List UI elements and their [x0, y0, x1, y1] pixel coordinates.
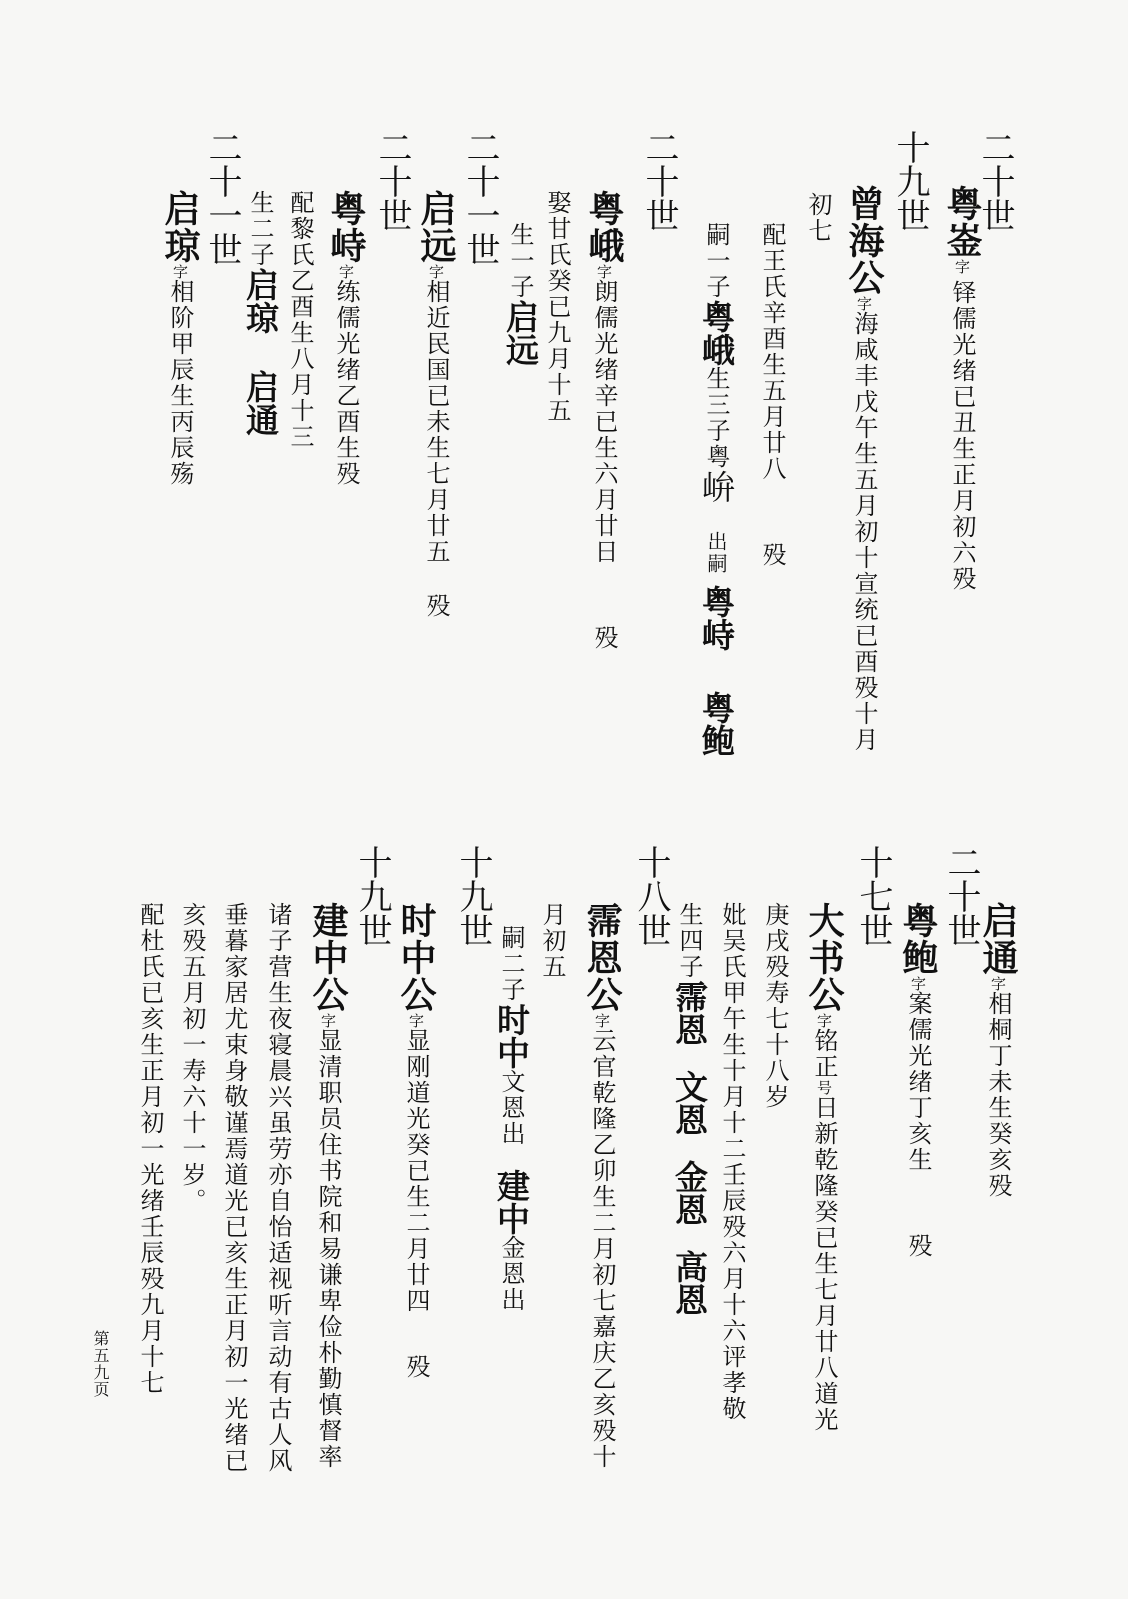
entry-text: 嗣二子 — [497, 925, 525, 1003]
entry-continuation: 初七 — [804, 192, 832, 244]
person-name: 启通 — [977, 902, 1019, 976]
entry-text: 相近民国已未生七月廿五 — [422, 279, 450, 565]
person-name: 时中公 — [395, 902, 437, 1013]
courtesy-marker: 字 — [989, 976, 1007, 991]
children-line — [501, 222, 540, 366]
entry-text: 云官乾隆乙卯生二月初七嘉庆乙亥殁十 — [588, 1028, 616, 1470]
biography-line: 垂暮家居尤束身敬谨焉道光已亥生正月初一光绪已 — [220, 902, 248, 1474]
entry-text: 显刚道光癸已生二月廿四 — [402, 1028, 430, 1314]
entry-text: 海咸丰戊午生五月初十宣统已酉殁十月 — [850, 311, 878, 753]
entry-yuebao — [897, 902, 939, 1259]
person-name: 粤崟 — [941, 185, 983, 259]
entry-zenghai — [843, 185, 885, 753]
generation-heading: 二十一世 — [202, 130, 242, 266]
courtesy-marker: 字 — [595, 264, 613, 279]
person-name: 时中 — [492, 1003, 531, 1069]
person-name: 峅 — [697, 470, 736, 503]
entry-text: 铭正 — [810, 1028, 838, 1080]
person-name: 金恩 — [670, 1160, 709, 1226]
person-name: 高恩 — [670, 1250, 709, 1316]
entry-text: 文恩出 — [497, 1069, 525, 1147]
person-name: 粤峙 — [325, 190, 367, 264]
courtesy-marker: 字 — [815, 1013, 833, 1028]
entry-text: 案儒光绪丁亥生 — [904, 991, 932, 1173]
adopted-out-note: 出嗣 — [704, 531, 728, 575]
generation-heading: 二十世 — [975, 130, 1015, 232]
person-name: 霈恩 — [670, 980, 709, 1046]
person-name: 启通 — [241, 370, 280, 436]
person-name: 粤峙 — [697, 585, 736, 651]
person-name: 霈恩公 — [581, 902, 623, 1013]
person-name: 大书公 — [803, 902, 845, 1013]
entry-qiyuan — [415, 190, 457, 619]
courtesy-marker: 字 — [337, 264, 355, 279]
death-marker: 殁 — [590, 625, 618, 651]
spouse-line: 配杜氏已亥生正月初一光绪壬辰殁九月十七 — [136, 902, 164, 1396]
children-line — [241, 190, 280, 436]
courtesy-marker: 字 — [953, 259, 971, 274]
person-name: 曾海公 — [843, 185, 885, 296]
generation-heading: 十九世 — [890, 130, 930, 232]
courtesy-marker: 字 — [407, 1013, 425, 1028]
person-name: 建中 — [492, 1169, 531, 1235]
death-marker: 殁 — [758, 542, 786, 568]
entry-yuee — [583, 190, 625, 651]
entry-text: 生二子 — [246, 190, 274, 268]
entry-text: 金恩出 — [497, 1235, 525, 1313]
entry-text: 相桐丁未生癸亥殁 — [984, 991, 1012, 1199]
entry-qiqiong — [159, 190, 201, 487]
entry-dashu — [803, 902, 845, 1433]
entry-jianzhong — [307, 902, 349, 1470]
entry-peien — [581, 902, 623, 1470]
person-name: 文恩 — [670, 1070, 709, 1136]
entry-text: 生一子 — [506, 222, 534, 300]
person-name: 启琼 — [241, 268, 280, 334]
page-number: 第五九页 — [91, 1330, 110, 1398]
generation-heading: 二十世 — [372, 130, 412, 232]
entry-text: 朗儒光绪辛已生六月廿日 — [590, 279, 618, 565]
courtesy-marker: 字 — [171, 264, 189, 279]
entry-yuezhi — [325, 190, 367, 487]
entry-text: 练儒光绪乙酉生殁 — [332, 279, 360, 487]
courtesy-marker: 字 — [427, 264, 445, 279]
person-name: 建中公 — [307, 902, 349, 1013]
courtesy-marker: 字 — [319, 1013, 337, 1028]
courtesy-marker: 字 — [909, 976, 927, 991]
generation-heading: 十八世 — [631, 845, 671, 947]
alias-marker: 号 — [815, 1080, 833, 1095]
entry-yuejin — [941, 185, 983, 592]
entry-continuation: 庚戌殁寿七十八岁 — [761, 902, 789, 1110]
person-name: 启远 — [415, 190, 457, 264]
entry-text: 相阶甲辰生丙辰殇 — [166, 279, 194, 487]
death-marker: 殁 — [422, 593, 450, 619]
person-name: 粤鲍 — [697, 691, 736, 757]
spouse-line: 配黎氏乙酉生八月十三 — [286, 190, 314, 450]
person-name: 启琼 — [159, 190, 201, 264]
death-marker: 殁 — [904, 1233, 932, 1259]
entry-shizhong — [395, 902, 437, 1380]
entry-text: 生三子粤 — [702, 366, 730, 470]
person-name: 粤峨 — [697, 300, 736, 366]
generation-heading: 二十一世 — [460, 130, 500, 266]
spouse-line: 娶甘氏癸已九月十五 — [543, 190, 571, 424]
biography-line: 亥殁五月初一寿六十一岁。 — [178, 902, 206, 1214]
courtesy-marker: 字 — [855, 296, 873, 311]
death-marker: 殁 — [402, 1354, 430, 1380]
entry-continuation: 月初五 — [538, 902, 566, 980]
entry-text: 嗣一子 — [702, 222, 730, 300]
heir-line — [492, 925, 531, 1313]
entry-qitong — [977, 902, 1019, 1199]
generation-heading: 二十世 — [941, 845, 981, 947]
entry-text: 日新乾隆癸已生七月廿八道光 — [810, 1095, 838, 1433]
person-name: 粤峨 — [583, 190, 625, 264]
generation-heading: 十九世 — [352, 845, 392, 947]
generation-heading: 十七世 — [853, 845, 893, 947]
entry-text: 显清职员住书院和易谦卑俭朴勤慎督率 — [314, 1028, 342, 1470]
entry-text: 配王氏辛酉生五月廿八 — [758, 222, 786, 482]
biography-line: 诸子营生夜寝晨兴虽劳亦自怡适视听言动有古人风 — [264, 902, 292, 1474]
person-name: 启远 — [501, 300, 540, 366]
courtesy-marker: 字 — [593, 1013, 611, 1028]
entry-text: 铎儒光绪已丑生正月初六殁 — [948, 280, 976, 592]
spouse-line: 妣吴氏甲午生十月十二壬辰殁六月十六评孝敬 — [718, 902, 746, 1422]
children-line — [670, 902, 709, 1316]
person-name: 粤鲍 — [897, 902, 939, 976]
generation-heading: 十九世 — [453, 845, 493, 947]
spouse-line — [760, 222, 784, 568]
entry-text: 生四子 — [675, 902, 703, 980]
generation-heading: 二十世 — [639, 130, 679, 232]
heir-line — [697, 222, 736, 757]
